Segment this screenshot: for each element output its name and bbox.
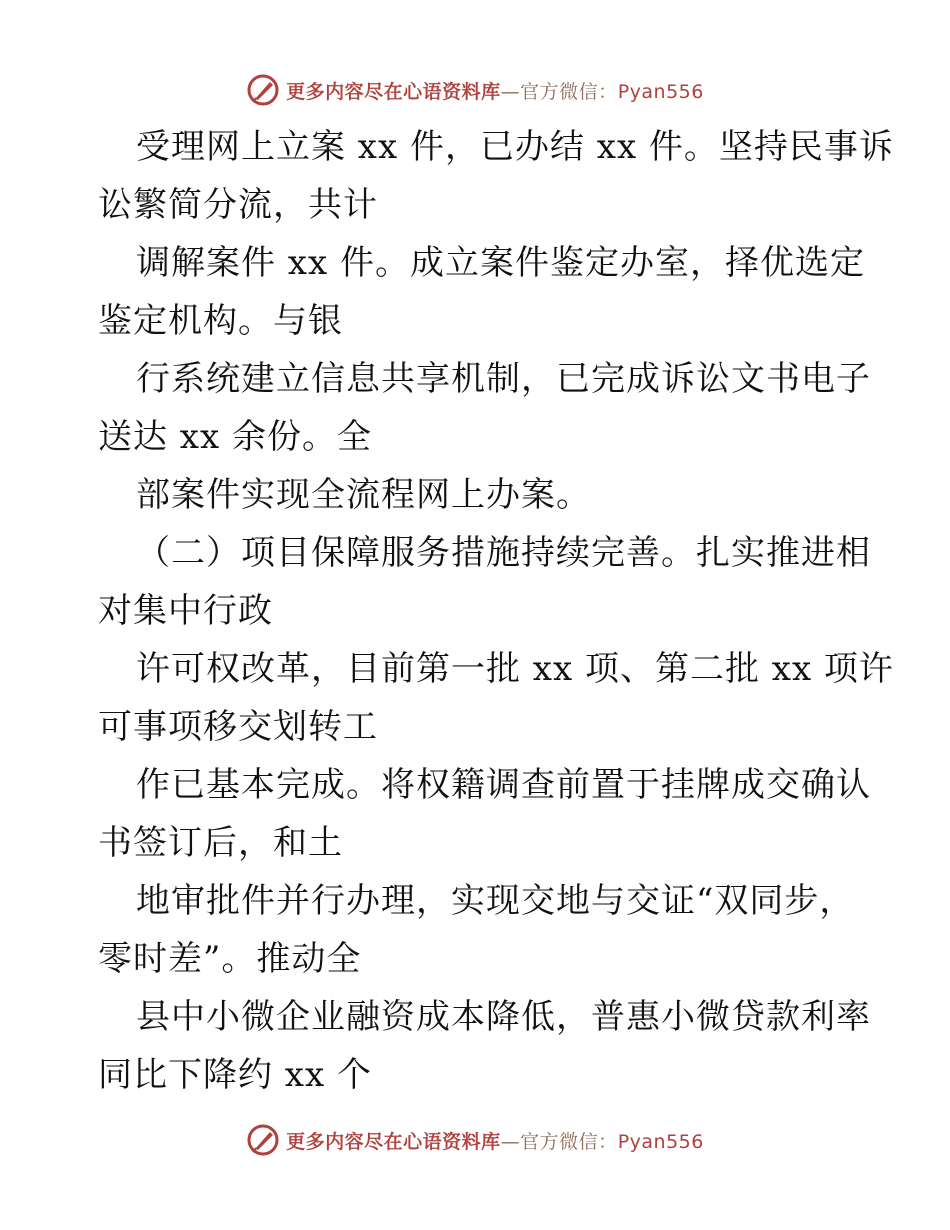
text-line: 作已基本完成。将权籍调查前置于挂牌成交确认: [136, 765, 871, 805]
footer-watermark: [0, 1120, 950, 1160]
watermark-dash: —: [500, 80, 521, 103]
watermark-dash: —: [500, 1130, 521, 1153]
text-line: 同比下降约 xx 个: [98, 1055, 372, 1095]
text-line: 行系统建立信息共享机制，已完成诉讼文书电子: [136, 359, 871, 399]
text-line: 受理网上立案 xx 件，已办结 xx 件。坚持民事诉: [136, 127, 894, 167]
quill-pen-logo-icon: [246, 73, 280, 107]
text-line: 鉴定机构。与银: [98, 301, 343, 341]
text-line: 讼繁简分流，共计: [98, 185, 378, 225]
text-line: 可事项移交划转工: [98, 707, 378, 747]
text-line: 书签订后，和土: [98, 823, 343, 863]
header-watermark: [0, 70, 950, 110]
watermark-main-text: 更多内容尽在心语资料库: [286, 1130, 501, 1153]
quill-pen-logo-icon: [246, 1123, 280, 1157]
watermark-id: Pyan556: [617, 1130, 704, 1153]
watermark-sub-text: 官方微信：: [520, 1130, 618, 1153]
text-line: 许可权改革，目前第一批 xx 项、第二批 xx 项许: [136, 649, 894, 689]
text-line: 零时差”。推动全: [98, 939, 362, 979]
watermark-main-text: 更多内容尽在心语资料库: [286, 80, 501, 103]
watermark-id: Pyan556: [617, 80, 704, 103]
text-line: 送达 xx 余份。全: [98, 417, 372, 457]
document-body: [98, 118, 894, 1104]
text-line: 地审批件并行办理，实现交地与交证“双同步，: [136, 881, 855, 921]
text-line: 调解案件 xx 件。成立案件鉴定办室，择优选定: [136, 243, 865, 283]
text-line: （二）项目保障服务措施持续完善。扎实推进相: [136, 533, 871, 573]
text-line: 部案件实现全流程网上办案。: [136, 475, 591, 515]
text-line: 对集中行政: [98, 591, 273, 631]
watermark-sub-text: 官方微信：: [520, 80, 618, 103]
text-line: 县中小微企业融资成本降低，普惠小微贷款利率: [136, 997, 871, 1037]
